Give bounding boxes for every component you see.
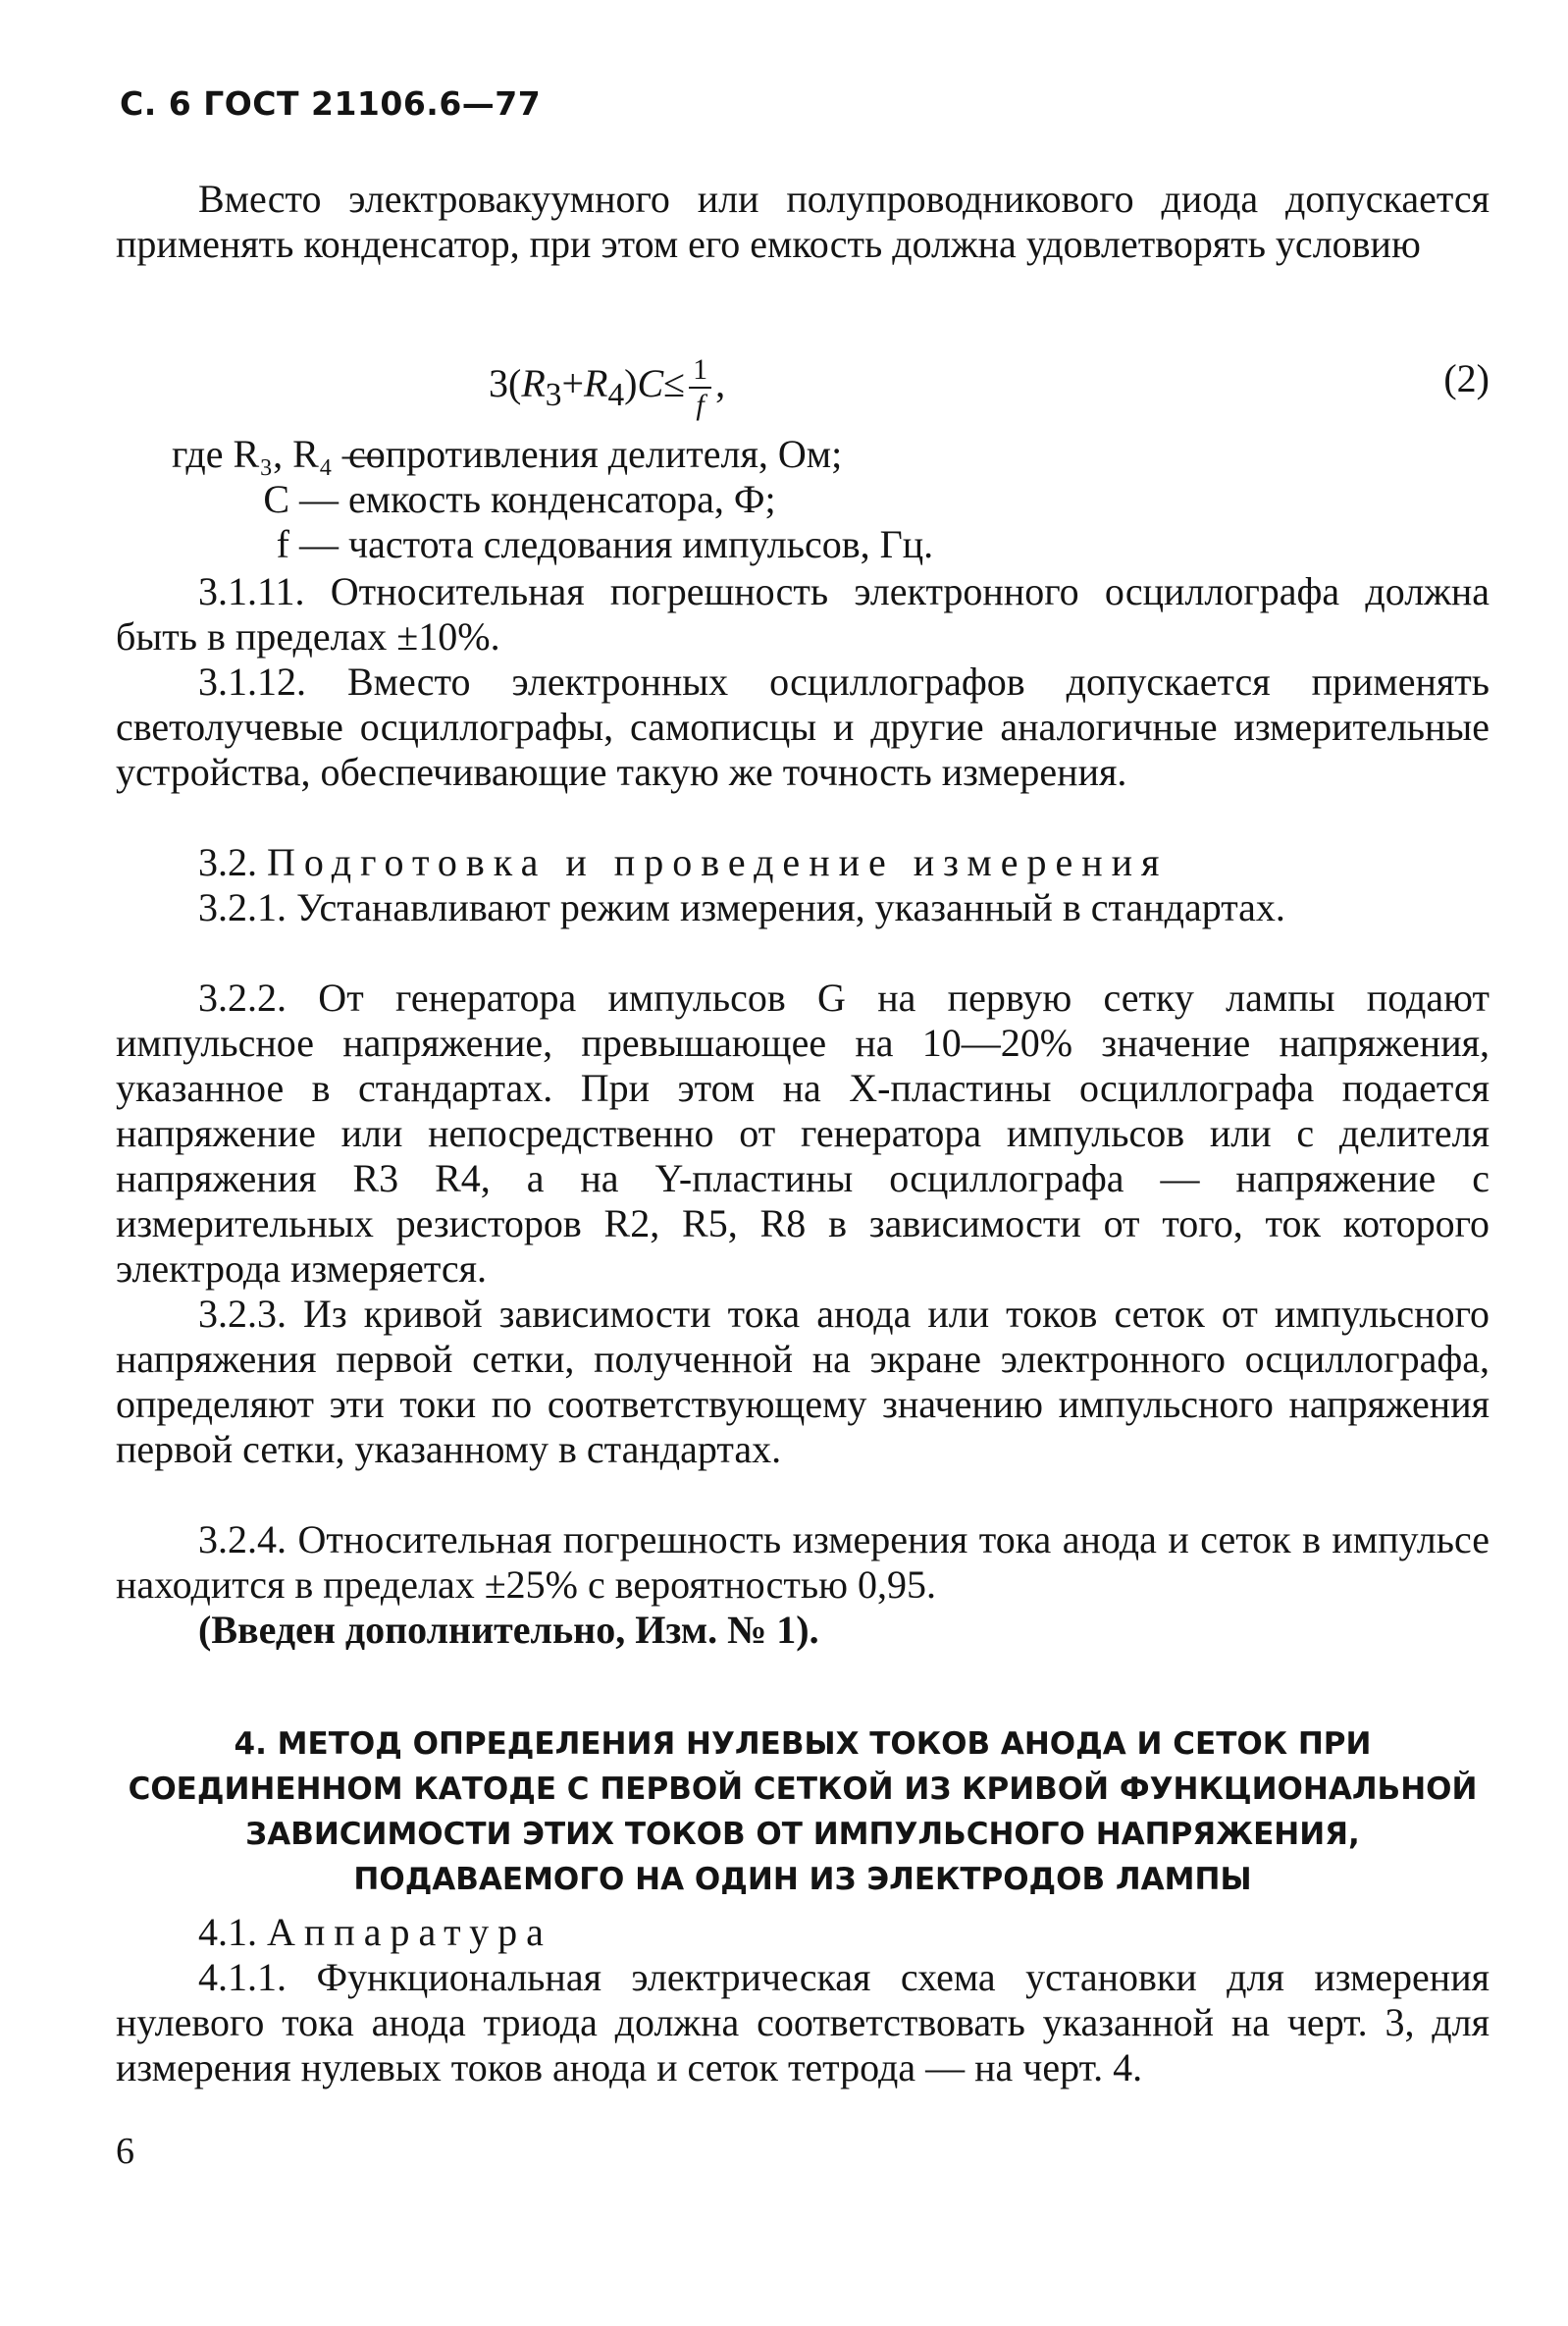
formula-definitions — [172, 432, 933, 567]
paragraph-3-2-3: 3.2.3. Из кривой зависимости тока анода или токов сеток от импульсного напряжения первой сетки, полученной на экране электронного осциллографа, определяют эти токи по соответствующему значению импульсного напряжения первой сетки, указанному в стандартах. — [116, 1292, 1490, 1471]
heading-3-2-title: Подготовка и проведение измерения — [267, 840, 1169, 884]
paragraph-3-2-1: 3.2.1. Устанавливают режим измерения, указанный в стандартах. — [198, 885, 1285, 929]
amendment-note: (Введен дополнительно, Изм. № 1). — [198, 1608, 819, 1652]
definition-row: C — емкость конденсатора, Ф; — [263, 477, 776, 521]
formula-number: (2) — [1443, 356, 1490, 400]
section-4-heading: 4. МЕТОД ОПРЕДЕЛЕНИЯ НУЛЕВЫХ ТОКОВ АНОДА И СЕТОК ПРИ СОЕДИНЕННОМ КАТОДЕ С ПЕРВОЙ СЕТКОЙ ИЗ КРИВОЙ ФУНКЦИОНАЛЬНОЙ ЗАВИСИМОСТИ ЭТИХ ТОКОВ ОТ ИМПУЛЬСНОГО НАПРЯЖЕНИЯ, ПОДАВАЕМОГО НА ОДИН ИЗ ЭЛЕКТРОДОВ ЛАМПЫ — [128, 1726, 1478, 1897]
formula-2 — [116, 344, 1490, 422]
definition-row: где R₃, R₄ — сопротивления делителя, Ом; — [172, 432, 843, 476]
formula-expression: $3(R_3+R_4)C\le$ $\frac{1}{f}$ , — [489, 353, 726, 421]
page-header: С. 6 ГОСТ 21106.6—77 — [120, 84, 542, 123]
definition-row: f — частота следования импульсов, Гц. — [276, 522, 934, 566]
formula-fraction: $\frac{1}{f}$ — [689, 353, 711, 422]
heading-3-2: 3.2. Подготовка и проведение измерения — [198, 840, 1169, 884]
paragraph-3-1-12: 3.1.12. Вместо электронных осциллографов допускается применять светолучевые осциллографы, самописцы и другие аналогичные измерительные устройства, обеспечивающие такую же точность измерения. — [116, 660, 1490, 794]
paragraph-3-1-11: 3.1.11. Относительная погрешность электронного осциллографа должна быть в пределах ±10%. — [116, 569, 1490, 659]
paragraph-3-2-2: 3.2.2. От генератора импульсов G на первую сетку лампы подают импульсное напряжение, превышающее на 10—20% значение напряжения, указанное в стандартах. При этом на X-пластины осциллографа подается напряжение или непосредственно от генератора импульсов или с делителя напряжения R3 R4, а на Y-пластины осциллографа — напряжение с измерительных резисторов R2, R5, R8 в зависимости от того, ток которого электрода измеряется. — [116, 976, 1490, 1291]
page-number: 6 — [116, 2131, 134, 2172]
heading-4-1-title: Аппаратура — [267, 1910, 552, 1954]
heading-4-1: 4.1. Аппаратура — [198, 1910, 552, 1954]
paragraph-intro: Вместо электровакуумного или полупроводникового диода допускается применять конденсатор, при этом его емкость должна удовлетворять условию — [116, 177, 1490, 266]
paragraph-4-1-1: 4.1.1. Функциональная электрическая схема установки для измерения нулевого тока анода триода должна соответствовать указанной на черт. 3, для измерения нулевых токов анода и сеток тетрода — на черт. 4. — [116, 1955, 1490, 2089]
paragraph-3-2-4: 3.2.4. Относительная погрешность измерения тока анода и сеток в импульсе находится в пределах ±25% с вероятностью 0,95. — [116, 1517, 1490, 1607]
